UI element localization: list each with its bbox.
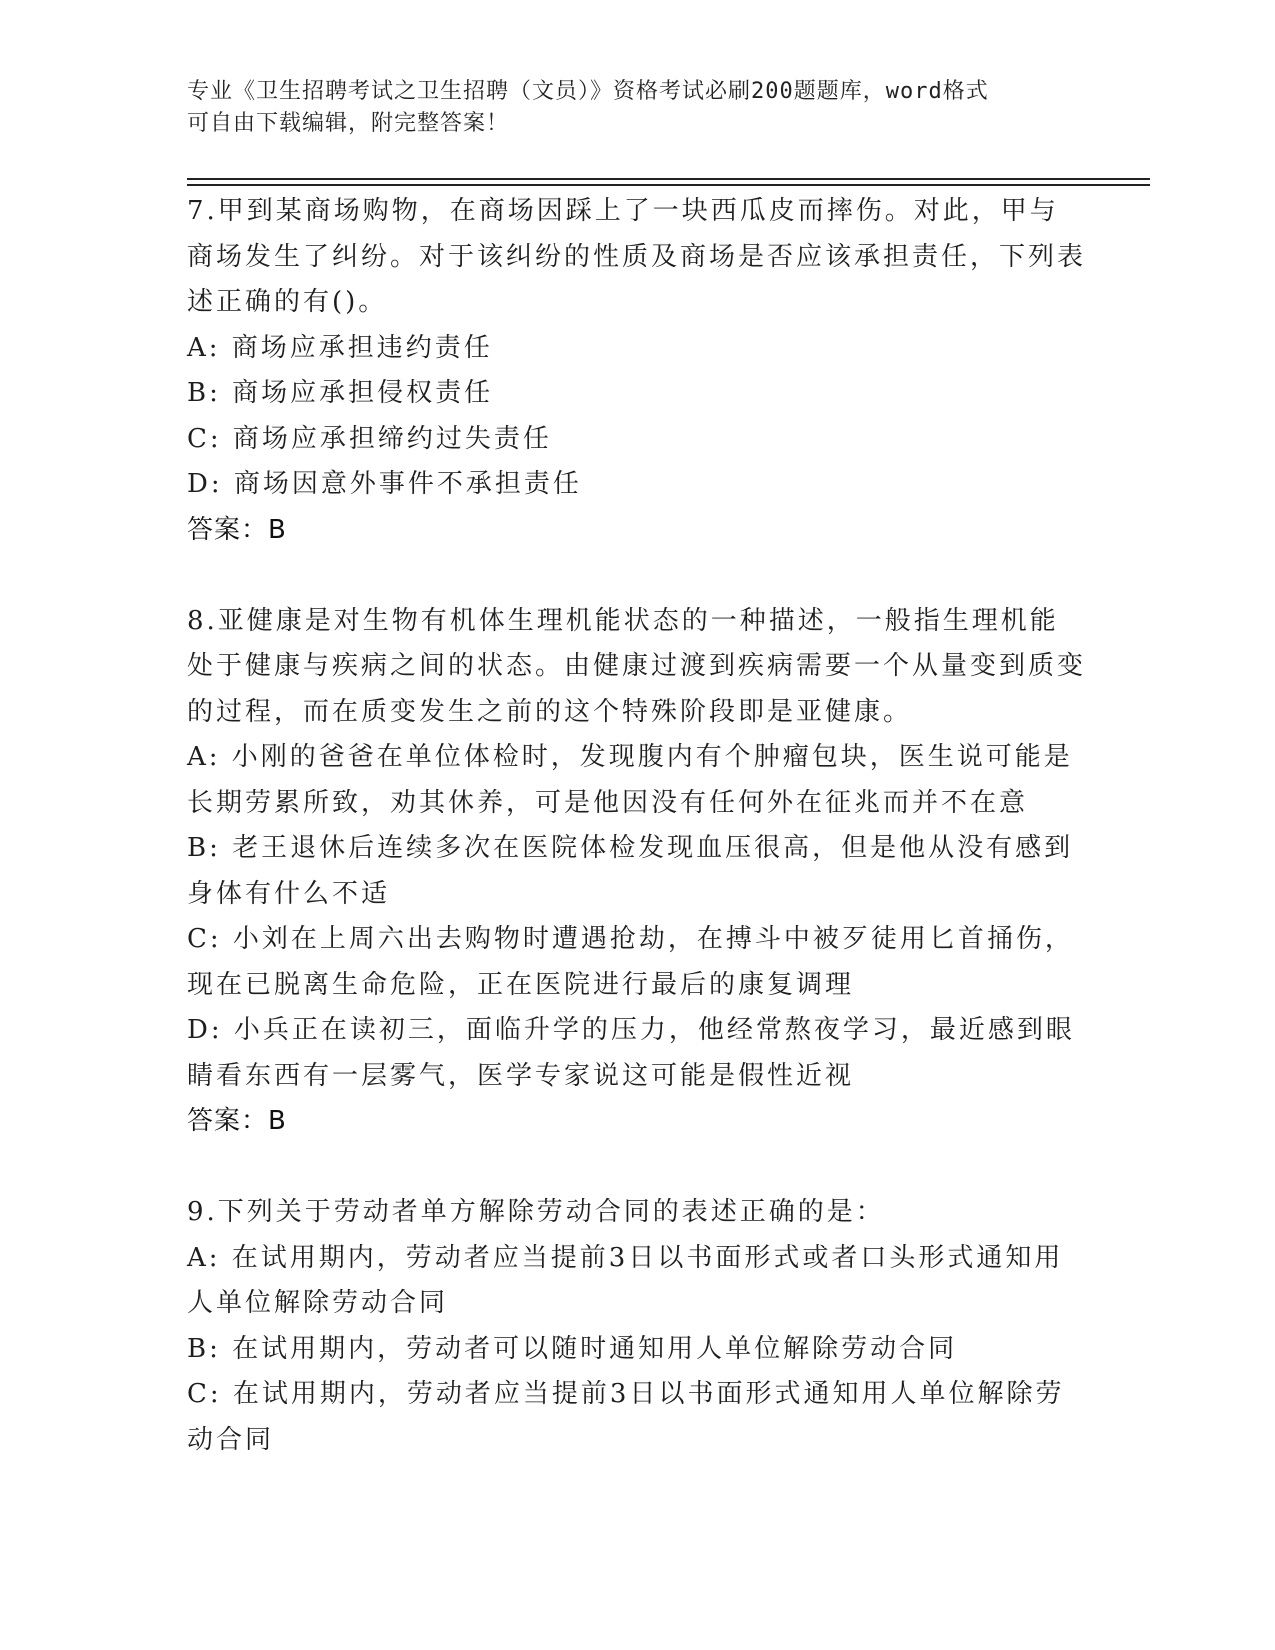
header-divider-top (187, 178, 1150, 180)
question-8-option-b: B: 老王退休后连续多次在医院体检发现血压很高，但是他从没有感到身体有什么不适 (187, 833, 1074, 909)
question-7-option-d: D: 商场因意外事件不承担责任 (187, 469, 582, 499)
question-spacer (187, 553, 1087, 599)
question-7-option-b: B: 商场应承担侵权责任 (187, 378, 494, 408)
question-7-text: 7.甲到某商场购物，在商场因踩上了一块西瓜皮而摔伤。对此，甲与商场发生了纠纷。对于该纠纷的性质及商场是否应该承担责任，下列表述正确的有()。 (187, 196, 1087, 317)
question-7 (187, 189, 1087, 553)
question-8 (187, 599, 1087, 1145)
question-7-option-c: C: 商场应承担缔约过失责任 (187, 423, 552, 454)
question-8-text: 8.亚健康是对生物有机体生理机能状态的一种描述，一般指生理机能处于健康与疾病之间的状态。由健康过渡到疾病需要一个从量变到质变的过程，而在质变发生之前的这个特殊阶段即是亚健康。 (187, 605, 1087, 727)
question-8-option-d: D: 小兵正在读初三，面临升学的压力，他经常熬夜学习，最近感到眼睛看东西有一层雾气，医学专家说这可能是假性近视 (187, 1015, 1075, 1091)
header-divider-bottom (187, 184, 1150, 186)
question-8-option-c: C: 小刘在上周六出去购物时遭遇抢劫，在搏斗中被歹徒用匕首捅伤，现在已脱离生命危险，正在医院进行最后的康复调理 (187, 924, 1074, 1000)
question-spacer (187, 1145, 1087, 1191)
question-8-answer: 答案：B (187, 1106, 287, 1136)
question-9 (187, 1190, 1087, 1463)
question-9-option-a: A: 在试用期内，劳动者应当提前3日以书面形式或者口头形式通知用人单位解除劳动合同 (187, 1242, 1064, 1318)
question-7-option-a: A: 商场应承担违约责任 (187, 332, 493, 363)
header-line-1: 专业《卫生招聘考试之卫生招聘（文员）》资格考试必刷200题题库，word格式 (187, 79, 989, 104)
question-9-option-c: C: 在试用期内，劳动者应当提前3日以书面形式通知用人单位解除劳动合同 (187, 1379, 1065, 1455)
question-8-option-a: A: 小刚的爸爸在单位体检时，发现腹内有个肿瘤包块，医生说可能是长期劳累所致，劝其休养，可是他因没有任何外在征兆而并不在意 (187, 742, 1073, 818)
header-line-2: 可自由下载编辑，附完整答案！ (187, 111, 510, 136)
document-header (187, 76, 1067, 140)
question-9-text: 9.下列关于劳动者单方解除劳动合同的表述正确的是： (187, 1197, 885, 1227)
question-list (187, 189, 1087, 1463)
question-9-option-b: B: 在试用期内，劳动者可以随时通知用人单位解除劳动合同 (187, 1333, 958, 1364)
question-7-answer: 答案：B (187, 514, 287, 545)
